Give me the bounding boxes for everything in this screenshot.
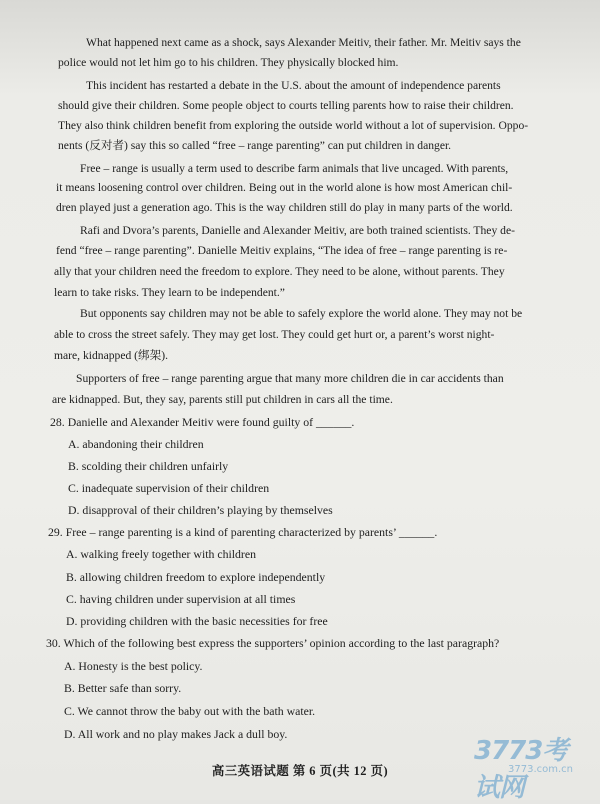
text-line: nents (反对者) say this so called “free – range parenting” can put children in danger. (58, 139, 452, 152)
question-28: 28. Danielle and Alexander Meitiv were found guilty of ______. (50, 415, 355, 429)
text-line: But opponents say children may not be able to safely explore the world alone. They may not be (80, 307, 523, 320)
option-30-a: A. Honesty is the best policy. (64, 659, 203, 673)
option-30-c: C. We cannot throw the baby out with the bath water. (64, 704, 316, 718)
option-28-a: A. abandoning their children (68, 437, 204, 451)
option-30-d: D. All work and no play makes Jack a dull boy. (64, 727, 288, 741)
text-line: Free – range is usually a term used to describe farm animals that live uncaged. With parents, (80, 162, 509, 175)
watermark-logo-text: 3773考试网 (474, 736, 568, 803)
site-watermark (474, 730, 592, 803)
question-30: 30. Which of the following best express the supporters’ opinion according to the last paragraph? (46, 636, 500, 650)
text-line: learn to take risks. They learn to be independent.” (54, 286, 285, 299)
watermark-url: 3773.com.cn (508, 764, 573, 775)
option-28-b: B. scolding their children unfairly (68, 459, 229, 473)
text-line: dren played just a generation ago. This is the way children still do play in many parts of the world. (56, 201, 513, 214)
option-30-b: B. Better safe than sorry. (64, 681, 182, 695)
option-29-b: B. allowing children freedom to explore independently (66, 570, 326, 584)
text-line: What happened next came as a shock, says Alexander Meitiv, their father. Mr. Meitiv says the (86, 36, 521, 49)
option-29-a: A. walking freely together with children (66, 547, 257, 561)
text-line: police would not let him go to his children. They physically blocked him. (58, 56, 399, 69)
option-28-d: D. disapproval of their children’s playing by themselves (68, 503, 333, 517)
text-line: ally that your children need the freedom to explore. They need to be alone, without parents. They (54, 265, 505, 278)
page-footer: 高三英语试题 第 6 页(共 12 页) (211, 764, 389, 778)
text-line: Supporters of free – range parenting argue that many more children die in car accidents than (76, 372, 504, 385)
option-29-c: C. having children under supervision at all times (66, 592, 296, 606)
text-line: able to cross the street safely. They may get lost. They could get hurt or, a parent’s worst night- (54, 328, 495, 341)
text-line: should give their children. Some people object to courts telling parents how to raise their children. (58, 99, 514, 112)
text-line: They also think children benefit from exploring the outside world without a lot of supervision. Oppo- (58, 119, 529, 132)
text-line: it means loosening control over children. Being out in the world alone is how most American chil- (56, 181, 513, 194)
text-line: mare, kidnapped (绑架). (54, 349, 168, 362)
question-29: 29. Free – range parenting is a kind of parenting characterized by parents’ ______. (48, 525, 438, 539)
text-line: This incident has restarted a debate in the U.S. about the amount of independence parents (86, 79, 501, 92)
text-line: fend “free – range parenting”. Danielle Meitiv explains, “The idea of free – range parenting is re- (56, 244, 508, 257)
option-28-c: C. inadequate supervision of their children (68, 481, 270, 495)
option-29-d: D. providing children with the basic necessities for free (66, 614, 328, 628)
text-line: are kidnapped. But, they say, parents still put children in cars all the time. (52, 393, 393, 406)
text-line: Rafi and Dvora’s parents, Danielle and Alexander Meitiv, are both trained scientists. They de- (80, 224, 515, 237)
